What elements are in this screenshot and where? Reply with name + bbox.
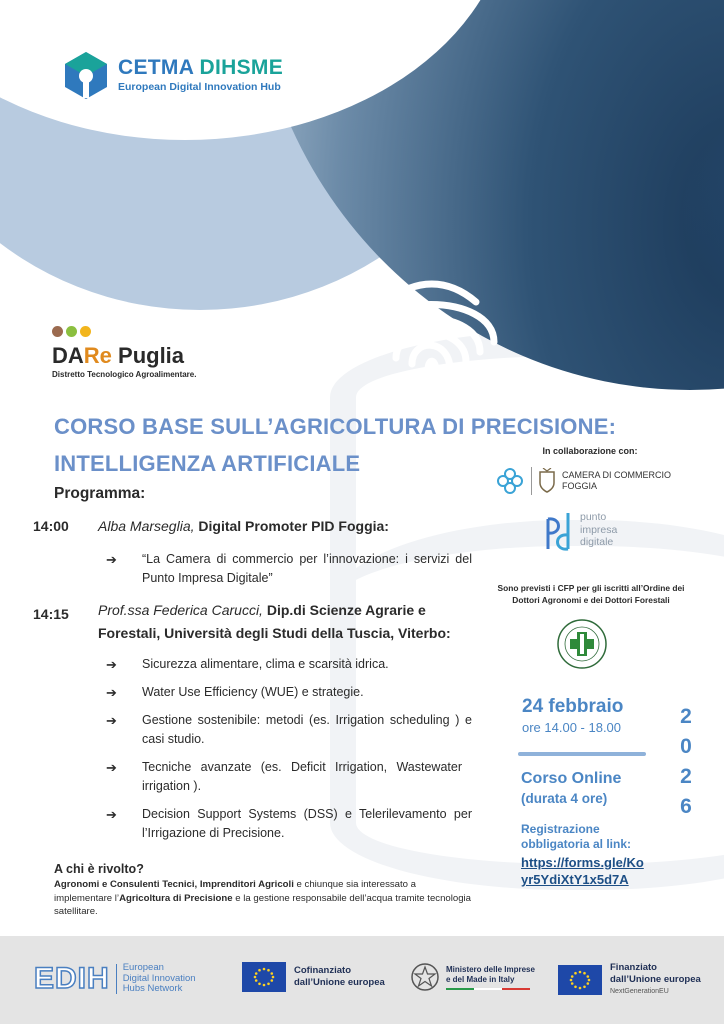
eu-flag-icon (242, 962, 286, 992)
arrow-icon: ➔ (106, 807, 117, 822)
dare-subtitle: Distretto Tecnologico Agroalimentare. (52, 370, 197, 379)
audience-title: A chi è rivolto? (54, 862, 144, 876)
program-heading: Programma: (54, 485, 146, 502)
list-item: ➔ Decision Support Systems (DSS) e Telerilevamento per l’Irrigazione di Precisione. (106, 805, 472, 843)
arrow-icon: ➔ (106, 713, 117, 728)
crest-icon (538, 468, 556, 494)
course-duration: (durata 4 ore) (521, 791, 608, 806)
cetma-name: CETMA (118, 56, 194, 80)
camera-commercio-logo: CAMERA DI COMMERCIO FOGGIA (495, 466, 671, 496)
finanziato-ue-logo: Finanziato dall’Unione europea NextGenerationEU (558, 962, 701, 998)
cofinanziato-ue-logo: Cofinanziato dall’Unione europea (242, 962, 385, 992)
arrow-icon: ➔ (106, 552, 117, 567)
punto-impresa-digitale-logo: punto impresa digitale (544, 509, 617, 553)
course-mode: Corso Online (521, 770, 622, 787)
italian-flag-line (446, 988, 530, 990)
event-date: 24 febbraio (522, 696, 624, 717)
cetma-subtitle: European Digital Innovation Hub (118, 81, 281, 94)
dare-puglia-logo: DARe Puglia Distretto Tecnologico Agroalimentare. (52, 326, 196, 379)
event-hours: ore 14.00 - 18.00 (522, 720, 622, 735)
arrow-icon: ➔ (106, 760, 117, 775)
session-speaker: Alba Marseglia, Digital Promoter PID Foggia: (98, 518, 389, 534)
cfp-note: Sono previsti i CFP per gli iscritti all’Ordine dei Dottori Agronomi e dei Dottori Forestali (497, 583, 685, 605)
cetma-hexagon-icon (62, 50, 110, 100)
pid-icon (544, 509, 574, 553)
fingerprint-icon (356, 272, 506, 377)
audience-text: Agronomi e Consulenti Tecnici, Imprenditori Agricoli e chiunque sia interessato a implementare l’Agricoltura di Precisione e la gestione responsabile dell’acqua tramite tecnologia satellitare. (54, 879, 472, 917)
footer (0, 936, 724, 1024)
registration-link[interactable]: https://forms.gle/Koyr5YdiXtY1x5d7A (521, 855, 644, 887)
divider (518, 752, 646, 756)
eu-flag-icon (558, 965, 602, 995)
dare-dots-icon (52, 326, 196, 337)
list-item: ➔ Gestione sostenibile: metodi (es. Irrigation scheduling ) e casi studio. (106, 711, 472, 749)
list-item: ➔ Water Use Efficiency (WUE) e strategie. (106, 685, 364, 700)
cetma-dihsme-logo (62, 50, 283, 100)
list-item: ➔ “La Camera di commercio per l’innovazione: i servizi del Punto Impresa Digitale” (106, 550, 472, 588)
arrow-icon: ➔ (106, 685, 117, 700)
agronomi-seal-icon (556, 618, 608, 670)
collaboration-label: In collaborazione con: (542, 446, 638, 456)
edih-logo: EDIH European Digital Innovation Hubs Network (34, 962, 196, 995)
dihsme-name: DIHSME (199, 56, 284, 80)
list-item: ➔ Sicurezza alimentare, clima e scarsità idrica. (106, 657, 389, 672)
event-year: 2 0 2 6 (680, 705, 692, 818)
session-speaker: Prof.ssa Federica Carucci, Dip.di Scienze Agrarie e Forestali, Università degli Studi della Tuscia, Viterbo: (98, 602, 451, 641)
session-time: 14:00 (33, 518, 69, 534)
flower-icon (495, 466, 525, 496)
registration-label: Registrazione obbligatoria al link: (521, 822, 632, 851)
arrow-icon: ➔ (106, 657, 117, 672)
italian-emblem-icon (410, 960, 440, 994)
list-item: ➔ Tecniche avanzate (es. Deficit Irrigation, Wastewater irrigation ). (106, 758, 462, 796)
mimit-logo: Ministero delle Imprese e del Made in Italy (410, 960, 535, 994)
course-title: CORSO BASE SULL’AGRICOLTURA DI PRECISIONE: INTELLIGENZA ARTIFICIALE (54, 414, 617, 476)
session-time: 14:15 (33, 606, 69, 622)
